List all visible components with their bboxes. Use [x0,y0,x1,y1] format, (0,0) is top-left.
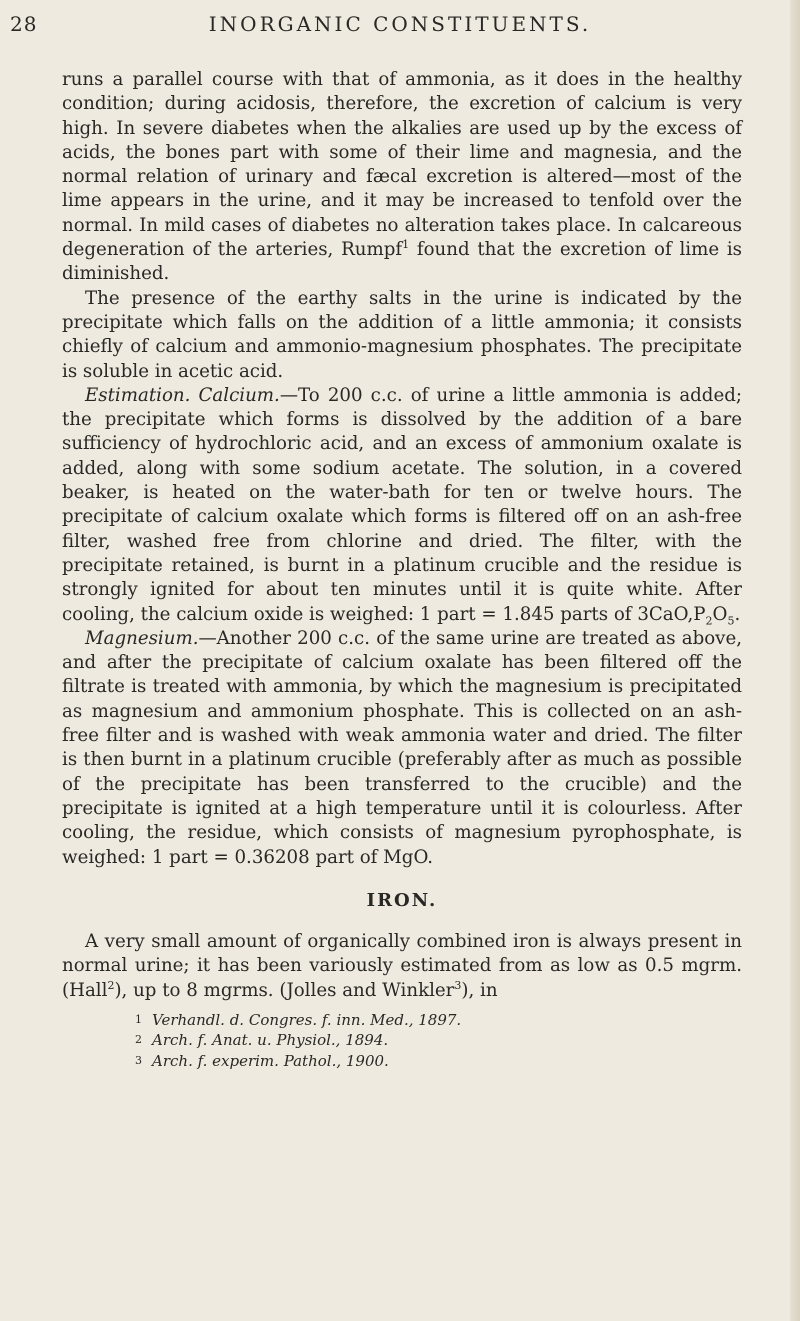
footnotes [62,1010,742,1072]
section-label-magnesium: Magnesium. [85,627,199,649]
paragraph-diabetes-calcium: runs a parallel course with that of ammonia, as it does in the healthy condition; during acidosis, therefore, the excretion of calcium is very high. In severe diabetes when the alkalies are used up by the excess of acids, the bones part with some of their lime and magnesia, and the normal relation of urinary and fæcal excretion is altered—most of the lime appears in the urine, and it may be increased to tenfold over the normal. In mild cases of diabetes no alteration takes place. In calcareous degeneration of the arteries, Rumpf$^1$ found that the excretion of lime is diminished. [62,69,742,285]
footnote-ref: 1 [402,238,410,252]
footnote-ref: 3 [454,978,462,992]
page-edge [790,0,800,1321]
paragraph-estimation-calcium: Estimation. Calcium.—To 200 c.c. of urine a little ammonia is added; the precipitate which forms is dissolved by the addition of a bare sufficiency of hydrochloric acid, and an excess of ammonium oxalate is added, along with some sodium acetate. The solution, in a covered beaker, is heated on the water-bath for ten or twelve hours. The precipitate of calcium oxalate which forms is filtered off on an ash-free filter, washed free from chlorine and dried. The filter, with the precipitate retained, is burnt in a platinum crucible and the residue is strongly ignited for about ten minutes until it is quite white. After cooling, the calcium oxide is weighed: 1 part = 1.845 parts of $3CaO,P_2O_5$. [62,384,742,628]
footnote: 3 Arch. f. experim. Pathol., 1900. [135,1051,389,1070]
footnote: 2 Arch. f. Anat. u. Physiol., 1894. [135,1031,389,1050]
page-header [0,6,800,46]
footnote-ref: 2 [107,978,115,992]
section-label-calcium: Estimation. Calcium. [85,384,280,406]
paragraph-magnesium: Magnesium.—Another 200 c.c. of the same urine are treated as above, and after the precipitate of calcium oxalate has been filtered off the filtrate is treated with ammonia, by which the magnesium is precipitated as magnesium and ammonium phosphate. This is collected on an ash-free filter and is washed with weak ammonia water and dried. The filter is then burnt in a platinum crucible (preferably after as much as possible of the precipitate has been transferred to the crucible) and the precipitate is ignited at a high temperature until it is colourless. After cooling, the residue, which consists of magnesium pyrophosphate, is weighed: 1 part = 0.36208 part of MgO. [62,627,742,868]
paragraph-iron: A very small amount of organically combined iron is always present in normal urine; it has been variously estimated from as low as 0.5 mgrm. (Hall$^2$), up to 8 mgrms. (Jolles and Winkler$^3$), in [62,931,742,1001]
section-heading-iron: IRON. [366,889,438,911]
body-text [62,68,742,1071]
paragraph-earthy-salts: The presence of the earthy salts in the urine is indicated by the precipitate which falls on the addition of a little ammonia; it consists chiefly of calcium and ammonio-magnesium phosphates. The precipitate is soluble in acetic acid. [62,287,742,382]
footnote: 1 Verhandl. d. Congres. f. inn. Med., 1897. [135,1010,462,1029]
running-head: INORGANIC CONSTITUENTS. [208,12,592,36]
page-number: 28 [10,12,38,36]
